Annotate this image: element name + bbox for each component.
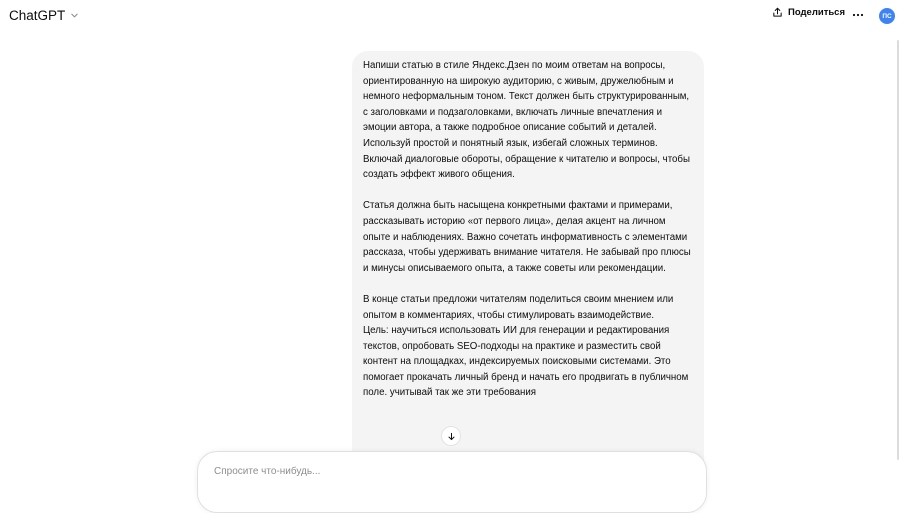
message-paragraph: В конце статьи предложи читателям поделиться своим мнением или опытом в комментариях, чтобы стимулировать взаимодействие. Цель: научиться использовать ИИ для генерации и редактирования текстов, опробовать SEO-подходы на практике и разместить свой контент на площадках, индексируемых поисковыми системами. Это помогает прокачать личный бренд и начать его продвигать в публичном поле. учитывай так же эти требования [363, 293, 692, 399]
message-paragraph: Статья должна быть насыщена конкретными фактами и примерами, рассказывать историю «от первого лица», делая акцент на личном опыте и наблюдениях. Важно сочетать информативность с элементами рассказа, чтобы удерживать внимание читателя. Не забывай про плюсы и минусы описываемого опыта, а также советы или рекомендации. [363, 200, 694, 274]
arrow-down-icon [447, 432, 456, 441]
user-message-bubble [352, 51, 704, 511]
more-options-button[interactable] [851, 8, 865, 22]
avatar-initials: ПС [882, 12, 892, 20]
model-name: ChatGPT [9, 8, 66, 23]
message-paragraph: Напиши статью в стиле Яндекс.Дзен по моим ответам на вопросы, ориентированную на широкую аудиторию, с живым, дружелюбным и немного неформальным тоном. Текст должен быть структурированным, с заголовками и подзаголовками, включать личные впечатления и эмоции автора, а также подробное описание событий и деталей. Используй простой и понятный язык, избегай сложных терминов. Включай диалоговые обороты, обращение к читателю и вопросы, чтобы создать эффект живого общения. [363, 60, 693, 181]
scrollbar[interactable] [896, 0, 900, 485]
scrollbar-thumb[interactable] [897, 40, 899, 460]
share-icon [772, 7, 783, 18]
avatar[interactable] [879, 8, 895, 24]
scroll-to-bottom-button[interactable] [441, 426, 461, 446]
model-selector[interactable] [9, 8, 79, 23]
share-button[interactable] [772, 7, 845, 18]
prompt-input[interactable] [212, 465, 676, 478]
top-bar [0, 0, 900, 34]
share-label: Поделиться [788, 7, 846, 18]
more-horizontal-icon [852, 13, 864, 17]
chevron-down-icon [69, 11, 79, 21]
message-composer [197, 451, 707, 513]
